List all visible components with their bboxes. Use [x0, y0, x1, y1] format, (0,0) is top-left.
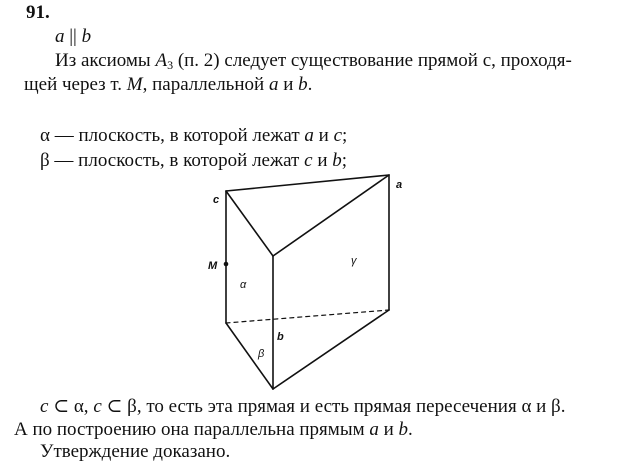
axiom-text-cont: (п. 2) следует существование прямой c, проходя-	[173, 50, 572, 71]
plane-text: — плоскость, в которой лежат	[49, 150, 305, 171]
var-a: a	[268, 74, 279, 95]
axiom-text: Из аксиомы	[55, 50, 156, 71]
edge-top-back	[226, 175, 389, 191]
conj: и	[313, 125, 334, 146]
semicolon: ;	[341, 150, 348, 171]
problem-number: 91.	[26, 2, 50, 23]
var-b: b	[332, 150, 342, 171]
var-b: b	[398, 419, 409, 440]
conj: и	[312, 150, 333, 171]
var-c: c	[40, 396, 49, 417]
label-beta: β	[258, 348, 265, 360]
var-a: a	[55, 26, 65, 47]
edge-top-right	[273, 175, 389, 256]
conj: и	[278, 74, 299, 95]
var-c: c	[333, 125, 343, 146]
label-c: c	[213, 194, 220, 206]
var-c: c	[304, 150, 313, 171]
period: .	[307, 74, 313, 95]
axiom-name: A	[155, 50, 168, 71]
point-M: M	[126, 74, 143, 95]
var-b: b	[298, 74, 308, 95]
conclusion-line-2	[14, 419, 413, 441]
parallel-symbol: ||	[64, 26, 82, 47]
label-a: a	[396, 179, 403, 191]
edge-top-left	[226, 191, 273, 256]
axiom-text: , параллельной	[142, 74, 269, 95]
label-M: M	[208, 260, 218, 272]
conclusion-line-3: Утверждение доказано.	[40, 441, 231, 462]
var-c: c	[93, 396, 102, 417]
period: .	[408, 419, 413, 440]
var-a: a	[304, 125, 314, 146]
subset-beta-text: ⊂ β, то есть эта прямая и есть прямая пересечения α и β.	[101, 396, 566, 417]
alpha-symbol: α	[40, 125, 50, 146]
plane-text: — плоскость, в которой лежат	[49, 125, 305, 146]
axiom-text: щей через т.	[24, 74, 127, 95]
semicolon: ;	[342, 125, 348, 146]
conj: и	[378, 419, 399, 440]
point-M-dot	[224, 262, 229, 267]
conclusion-text: А по построению она параллельна прямым	[14, 419, 370, 440]
axiom-index: 3	[167, 58, 174, 72]
label-gamma: γ	[351, 255, 357, 267]
beta-symbol: β	[40, 150, 50, 171]
subset-alpha: ⊂ α,	[48, 396, 94, 417]
label-alpha: α	[240, 279, 247, 291]
label-b: b	[277, 331, 284, 343]
conclusion-line-1	[40, 396, 565, 418]
var-a: a	[369, 419, 379, 440]
edge-bottom-hidden	[226, 310, 389, 323]
var-b: b	[81, 26, 92, 47]
edge-bottom-left	[226, 323, 273, 389]
edge-bottom-right	[273, 310, 389, 389]
